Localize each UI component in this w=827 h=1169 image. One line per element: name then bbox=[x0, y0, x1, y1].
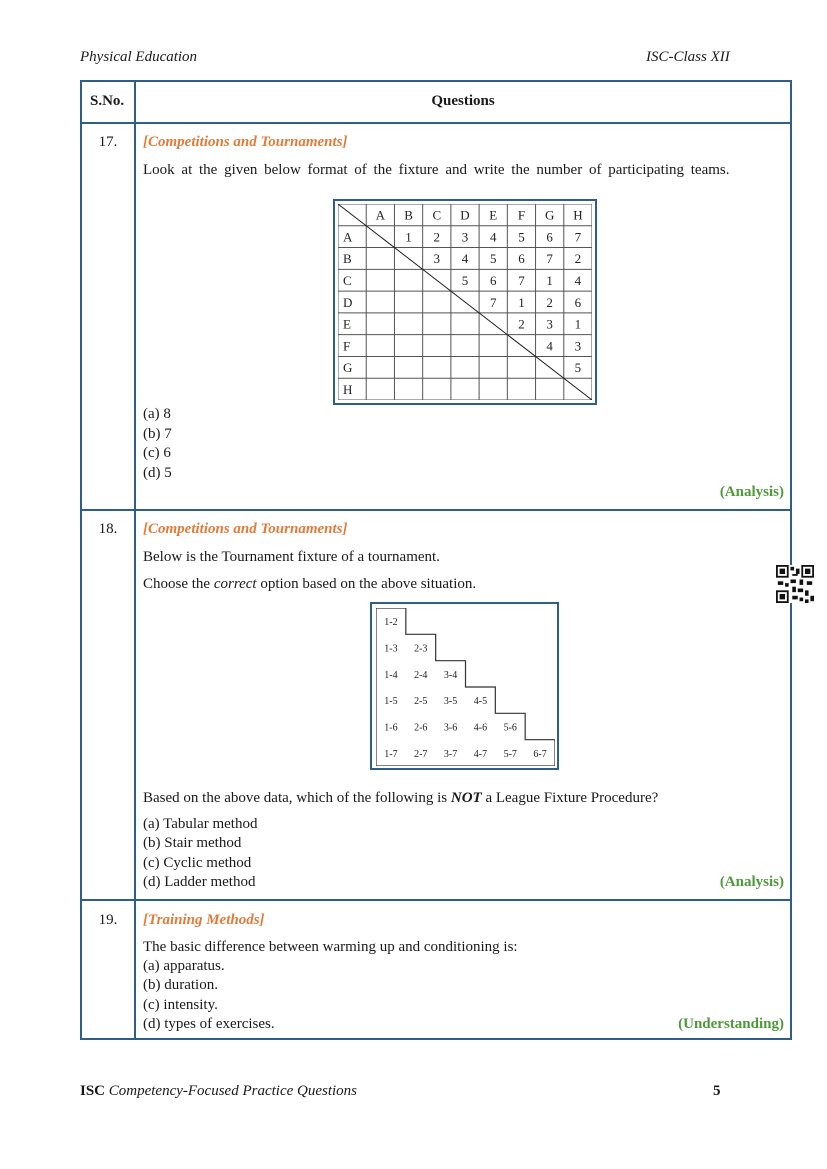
fixture-cell: 3 bbox=[574, 338, 582, 354]
question-text: Below is the Tournament fixture of a tournament. bbox=[143, 549, 440, 565]
fixture-cell: 3 bbox=[546, 316, 553, 332]
stair-cell: 6-7 bbox=[533, 748, 547, 760]
fixture-cell: 2 bbox=[546, 294, 553, 310]
stair-cell: 3-5 bbox=[443, 696, 458, 708]
column-label: F bbox=[517, 207, 526, 223]
cognitive-level: (Analysis) bbox=[719, 874, 784, 890]
question-instruction bbox=[143, 576, 476, 593]
fixture-cell: 6 bbox=[489, 273, 497, 289]
fixture-grid bbox=[338, 204, 592, 400]
row-label: A bbox=[343, 229, 353, 245]
stair-cell: 1-6 bbox=[384, 722, 398, 734]
stair-cell: 4-6 bbox=[473, 722, 488, 734]
row-label: C bbox=[343, 273, 352, 289]
page-number: 5 bbox=[713, 1083, 721, 1099]
column-header-sno: S.No. bbox=[90, 93, 125, 109]
stair-cell: 4-5 bbox=[473, 696, 488, 708]
option-b: (b) Stair method bbox=[143, 835, 242, 851]
instruction-pre: Choose the bbox=[143, 576, 214, 592]
row-label: B bbox=[343, 251, 352, 267]
question-topic: [Training Methods] bbox=[143, 912, 265, 928]
row-label: D bbox=[343, 294, 353, 310]
question-text: Look at the given below format of the fixture and write the number of participating teams. bbox=[143, 162, 730, 178]
stair-cell: 1-4 bbox=[384, 669, 398, 681]
question-number: 18. bbox=[98, 521, 118, 537]
footer-title bbox=[80, 1083, 357, 1100]
fixture-cell: 3 bbox=[433, 251, 441, 267]
footer-brand: ISC bbox=[80, 1083, 106, 1099]
question-topic: [Competitions and Tournaments] bbox=[143, 134, 348, 150]
fixture-cell: 1 bbox=[518, 294, 525, 310]
option-c: (c) 6 bbox=[143, 445, 171, 461]
fixture-cell: 1 bbox=[546, 273, 553, 289]
fixture-cell: 1 bbox=[574, 316, 582, 332]
fixture-cell: 4 bbox=[489, 229, 497, 245]
row-label: G bbox=[343, 360, 353, 376]
column-label: B bbox=[404, 207, 413, 223]
question-topic: [Competitions and Tournaments] bbox=[143, 521, 348, 537]
stair-cell: 3-4 bbox=[443, 669, 458, 681]
stair-cell: 2-7 bbox=[414, 748, 428, 760]
header-left: Physical Education bbox=[80, 49, 198, 65]
fixture-cell: 2 bbox=[433, 229, 441, 245]
questions-table bbox=[80, 80, 792, 1040]
instruction-post: option based on the above situation. bbox=[256, 576, 477, 592]
option-b: (b) 7 bbox=[143, 426, 172, 442]
stair-fixture bbox=[376, 608, 555, 766]
row-divider bbox=[82, 122, 790, 124]
stair-cell: 2-5 bbox=[414, 696, 428, 708]
prompt-emphasis: NOT bbox=[450, 790, 482, 806]
option-c: (c) intensity. bbox=[143, 997, 218, 1013]
question-number: 17. bbox=[98, 134, 118, 150]
column-label: D bbox=[460, 207, 470, 223]
fixture-cell: 4 bbox=[461, 251, 469, 267]
stair-cell: 4-7 bbox=[473, 748, 488, 760]
fixture-cell: 7 bbox=[574, 229, 582, 245]
fixture-cell: 2 bbox=[574, 251, 582, 267]
fixture-cell: 6 bbox=[546, 229, 553, 245]
fixture-cell: 1 bbox=[405, 229, 412, 245]
stair-outline bbox=[376, 608, 555, 766]
instruction-emphasis: correct bbox=[213, 576, 257, 592]
qr-code-icon[interactable] bbox=[776, 565, 814, 603]
stair-cell: 3-6 bbox=[443, 722, 458, 734]
stair-cell: 1-2 bbox=[384, 617, 398, 629]
row-divider bbox=[82, 899, 790, 901]
option-d: (d) 5 bbox=[143, 465, 172, 481]
row-divider bbox=[82, 509, 790, 511]
stair-cell: 2-3 bbox=[414, 643, 428, 655]
column-label: E bbox=[489, 207, 498, 223]
question-number: 19. bbox=[98, 912, 118, 928]
stair-cell: 5-7 bbox=[503, 748, 517, 760]
fixture-cell: 6 bbox=[574, 294, 582, 310]
stair-fixture-image bbox=[370, 602, 559, 770]
fixture-cell: 5 bbox=[574, 360, 582, 376]
option-a: (a) 8 bbox=[143, 406, 171, 422]
fixture-cell: 7 bbox=[546, 251, 553, 267]
prompt-post: a League Fixture Procedure? bbox=[481, 790, 659, 806]
cognitive-level: (Understanding) bbox=[678, 1016, 784, 1032]
option-d: (d) Ladder method bbox=[143, 874, 256, 890]
header-right: ISC-Class XII bbox=[646, 49, 730, 65]
column-label: G bbox=[544, 207, 555, 223]
fixture-cell: 7 bbox=[489, 294, 497, 310]
fixture-cell: 5 bbox=[518, 229, 525, 245]
stair-cell: 1-7 bbox=[384, 748, 398, 760]
option-c: (c) Cyclic method bbox=[143, 855, 252, 871]
option-a: (a) apparatus. bbox=[143, 958, 225, 974]
stair-cell: 1-3 bbox=[384, 643, 398, 655]
fixture-cell: 3 bbox=[461, 229, 469, 245]
row-label: F bbox=[343, 338, 351, 354]
cognitive-level: (Analysis) bbox=[719, 484, 784, 500]
question-prompt bbox=[143, 790, 658, 807]
row-label: E bbox=[343, 316, 351, 332]
option-b: (b) duration. bbox=[143, 977, 218, 993]
stair-cell: 2-6 bbox=[414, 722, 428, 734]
fixture-cell: 5 bbox=[489, 251, 497, 267]
column-label: C bbox=[432, 207, 442, 223]
fixture-table-image bbox=[333, 199, 597, 405]
stair-cell: 1-5 bbox=[384, 696, 398, 708]
fixture-cell: 5 bbox=[461, 273, 469, 289]
stair-cell: 3-7 bbox=[443, 748, 458, 760]
stair-cell: 2-4 bbox=[414, 669, 428, 681]
question-text: The basic difference between warming up and conditioning is: bbox=[143, 939, 518, 955]
column-header-questions: Questions bbox=[431, 93, 495, 109]
column-divider bbox=[134, 82, 136, 1038]
option-d: (d) types of exercises. bbox=[143, 1016, 275, 1032]
row-label: H bbox=[343, 381, 353, 397]
fixture-cell: 7 bbox=[518, 273, 525, 289]
option-a: (a) Tabular method bbox=[143, 816, 258, 832]
fixture-cell: 6 bbox=[518, 251, 525, 267]
stair-cell: 5-6 bbox=[503, 722, 517, 734]
fixture-cell: 4 bbox=[574, 273, 582, 289]
prompt-pre: Based on the above data, which of the following is bbox=[143, 790, 451, 806]
column-label: A bbox=[375, 207, 386, 223]
fixture-cell: 2 bbox=[518, 316, 525, 332]
footer-subtitle: Competency-Focused Practice Questions bbox=[108, 1083, 358, 1099]
column-label: H bbox=[573, 207, 583, 223]
fixture-cell: 4 bbox=[546, 338, 553, 354]
